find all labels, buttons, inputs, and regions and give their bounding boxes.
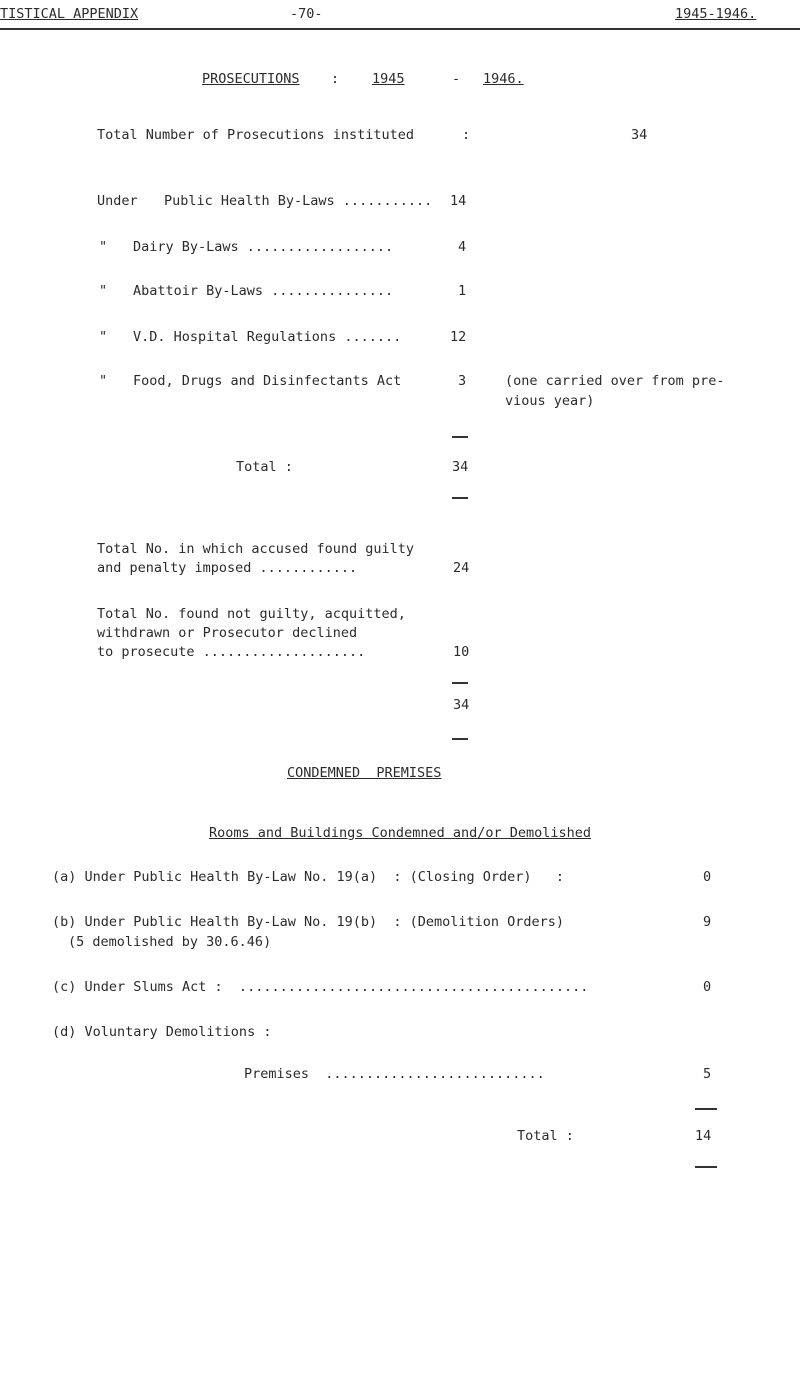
- header-left: TISTICAL APPENDIX: [0, 6, 139, 22]
- item-value: 14: [450, 193, 467, 209]
- item-value: 1: [458, 283, 467, 299]
- condemned-title: CONDEMNED PREMISES: [287, 765, 442, 781]
- condemned-row-value: 5: [703, 1066, 712, 1082]
- guilty-label: Total No. in which accused found guilty: [97, 541, 414, 557]
- condemned-subtitle: Rooms and Buildings Condemned and/or Demolished: [209, 825, 592, 841]
- subtotal-label: Total :: [236, 459, 293, 475]
- item-note: (one carried over from pre-: [505, 373, 725, 389]
- sum-rule: [695, 1108, 717, 1110]
- item-value: 12: [450, 329, 467, 345]
- not-guilty-value: 10: [453, 644, 470, 660]
- total-prosecutions-label: Total Number of Prosecutions instituted: [97, 127, 414, 143]
- item-label: Public Health By-Laws ...........: [164, 193, 433, 209]
- item-label: Dairy By-Laws ..................: [133, 239, 394, 255]
- sum-rule: [452, 436, 468, 438]
- item-label: Food, Drugs and Disinfectants Act: [133, 373, 402, 389]
- item-prefix: Under: [97, 193, 138, 209]
- page-number: -70-: [290, 6, 323, 22]
- item-prefix: ": [99, 373, 108, 389]
- item-note: vious year): [505, 393, 595, 409]
- condemned-row-value: 9: [703, 914, 712, 930]
- item-label: Abattoir By-Laws ...............: [133, 283, 394, 299]
- condemned-row-note: (5 demolished by 30.6.46): [68, 934, 272, 950]
- condemned-row-label: (b) Under Public Health By-Law No. 19(b) : (Demolition Orders): [52, 914, 565, 930]
- prosecutions-title: PROSECUTIONS: [202, 71, 300, 87]
- condemned-row-value: 0: [703, 979, 712, 995]
- sum-rule: [452, 497, 468, 499]
- sum-rule: [452, 682, 468, 684]
- guilty-label: and penalty imposed ............: [97, 560, 358, 576]
- subtotal-value: 34: [452, 459, 469, 475]
- item-label: V.D. Hospital Regulations .......: [133, 329, 402, 345]
- item-prefix: ": [99, 239, 108, 255]
- sum-rule: [695, 1166, 717, 1168]
- prosecutions-title-dash: -: [452, 71, 461, 87]
- item-value: 4: [458, 239, 467, 255]
- condemned-row-label: (c) Under Slums Act : ...........................................: [52, 979, 589, 995]
- item-prefix: ": [99, 283, 108, 299]
- total-prosecutions-colon: :: [462, 127, 471, 143]
- sum-rule: [452, 738, 468, 740]
- not-guilty-label: Total No. found not guilty, acquitted,: [97, 606, 406, 622]
- item-value: 3: [458, 373, 467, 389]
- condemned-row-value: 0: [703, 869, 712, 885]
- not-guilty-label: withdrawn or Prosecutor declined: [97, 625, 358, 641]
- final-total-value: 34: [453, 697, 470, 713]
- prosecutions-year-start: 1945: [372, 71, 405, 87]
- header-rule: [0, 28, 800, 30]
- condemned-row-label: (a) Under Public Health By-Law No. 19(a) : (Closing Order) :: [52, 869, 565, 885]
- item-prefix: ": [99, 329, 108, 345]
- condemned-total-value: 14: [695, 1128, 712, 1144]
- not-guilty-label: to prosecute ....................: [97, 644, 366, 660]
- header-right: 1945-1946.: [675, 6, 757, 22]
- condemned-row-label: Premises ...........................: [244, 1066, 545, 1082]
- condemned-total-label: Total :: [517, 1128, 574, 1144]
- total-prosecutions-value: 34: [631, 127, 648, 143]
- prosecutions-year-end: 1946.: [483, 71, 524, 87]
- condemned-row-label: (d) Voluntary Demolitions :: [52, 1024, 272, 1040]
- guilty-value: 24: [453, 560, 470, 576]
- prosecutions-title-sep: :: [331, 71, 340, 87]
